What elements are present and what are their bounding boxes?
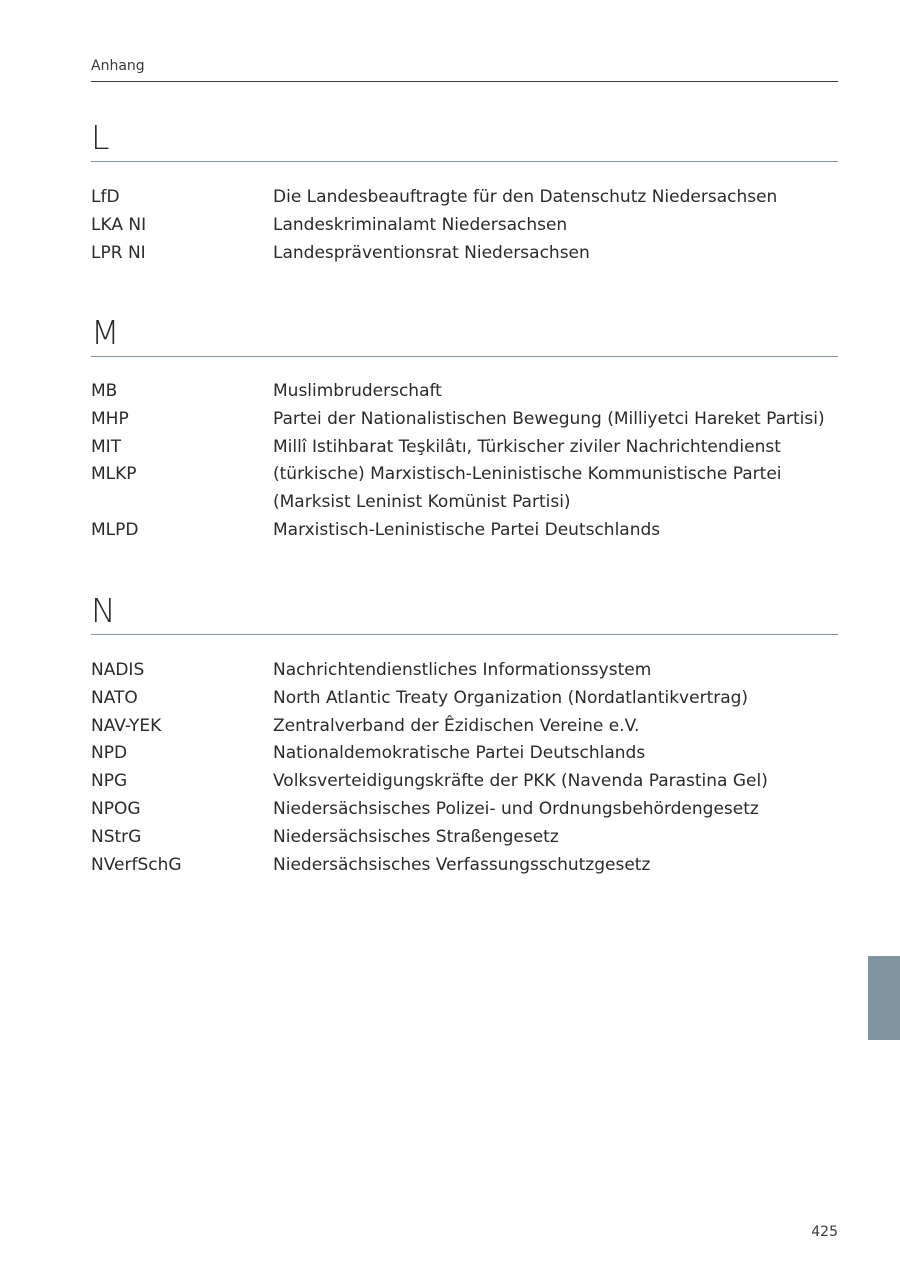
entry-definition: Niedersächsisches Polizei- und Ordnungsbehördengesetz bbox=[273, 798, 759, 819]
entry-abbreviation: MLPD bbox=[91, 519, 139, 540]
section-letter: N bbox=[91, 591, 116, 630]
entry bbox=[91, 461, 838, 489]
entry bbox=[91, 212, 838, 240]
entry bbox=[91, 378, 838, 406]
entry-definition: Landeskriminalamt Niedersachsen bbox=[273, 214, 568, 235]
entry-abbreviation: NPG bbox=[91, 771, 128, 792]
entry-definition: Partei der Nationalistischen Bewegung (Milliyetci Hareket Partisi) bbox=[273, 408, 825, 429]
section-n bbox=[91, 591, 838, 875]
entry-definition: Niedersächsisches Verfassungsschutzgesetz bbox=[273, 854, 651, 875]
entry-abbreviation: MHP bbox=[91, 408, 129, 429]
entry bbox=[91, 713, 838, 741]
entry-abbreviation: NStrG bbox=[91, 826, 142, 847]
entry-definition: Nationaldemokratische Partei Deutschlands bbox=[273, 743, 646, 764]
chapter-tab-marker bbox=[868, 956, 900, 1040]
entry-abbreviation: NPOG bbox=[91, 798, 141, 819]
entry-definition: Muslimbruderschaft bbox=[273, 381, 442, 401]
entry bbox=[91, 240, 838, 268]
entry bbox=[91, 740, 838, 768]
entry-abbreviation: LfD bbox=[91, 187, 120, 207]
section-m bbox=[91, 313, 838, 540]
entry-list bbox=[91, 184, 838, 267]
entry-abbreviation: LPR NI bbox=[91, 242, 146, 263]
entry-definition: Millî Istihbarat Teşkilâtı, Türkischer ziviler Nachrichtendienst bbox=[273, 436, 781, 457]
section-rule bbox=[91, 634, 838, 635]
page-number: 425 bbox=[811, 1224, 838, 1240]
section-l bbox=[91, 118, 838, 263]
entry-abbreviation: NADIS bbox=[91, 660, 145, 680]
entry-abbreviation: MIT bbox=[91, 436, 122, 457]
entry-list bbox=[91, 657, 838, 879]
entry-definition: Nachrichtendienstliches Informationssystem bbox=[273, 660, 652, 680]
entry-abbreviation: NATO bbox=[91, 687, 138, 708]
running-header: Anhang bbox=[91, 58, 145, 74]
entry-abbreviation: NPD bbox=[91, 743, 128, 764]
entry-definition: Landespräventionsrat Niedersachsen bbox=[273, 242, 590, 263]
section-rule bbox=[91, 161, 838, 162]
entry bbox=[91, 517, 838, 545]
entry bbox=[91, 685, 838, 713]
entry bbox=[91, 406, 838, 434]
section-rule bbox=[91, 356, 838, 357]
entry bbox=[91, 489, 838, 517]
entry-list bbox=[91, 378, 838, 545]
entry bbox=[91, 852, 838, 880]
entry-abbreviation: MB bbox=[91, 381, 118, 401]
entry-definition: Niedersächsisches Straßengesetz bbox=[273, 826, 559, 847]
entry-definition: Die Landesbeauftragte für den Datenschutz Niedersachsen bbox=[273, 187, 778, 207]
entry bbox=[91, 824, 838, 852]
entry-abbreviation: MLKP bbox=[91, 464, 137, 485]
entry-definition: (türkische) Marxistisch-Leninistische Kommunistische Partei bbox=[273, 464, 782, 485]
entry-abbreviation: NVerfSchG bbox=[91, 854, 182, 875]
entry-definition: Marxistisch-Leninistische Partei Deutschlands bbox=[273, 519, 661, 540]
entry-definition: Volksverteidigungskräfte der PKK (Navenda Parastina Gel) bbox=[273, 771, 768, 792]
section-letter: M bbox=[91, 313, 120, 352]
entry-abbreviation: NAV-YEK bbox=[91, 715, 162, 736]
entry bbox=[91, 434, 838, 462]
entry-abbreviation: LKA NI bbox=[91, 214, 147, 235]
header-rule bbox=[91, 81, 838, 82]
entry bbox=[91, 184, 838, 212]
entry-definition: North Atlantic Treaty Organization (Nordatlantikvertrag) bbox=[273, 687, 749, 708]
entry bbox=[91, 796, 838, 824]
entry-abbreviation bbox=[91, 489, 273, 517]
section-letter: L bbox=[91, 118, 110, 157]
entry bbox=[91, 657, 838, 685]
entry-definition: Zentralverband der Êzidischen Vereine e.V. bbox=[273, 715, 640, 736]
entry bbox=[91, 768, 838, 796]
entry-definition: (Marksist Leninist Komünist Partisi) bbox=[273, 492, 571, 513]
